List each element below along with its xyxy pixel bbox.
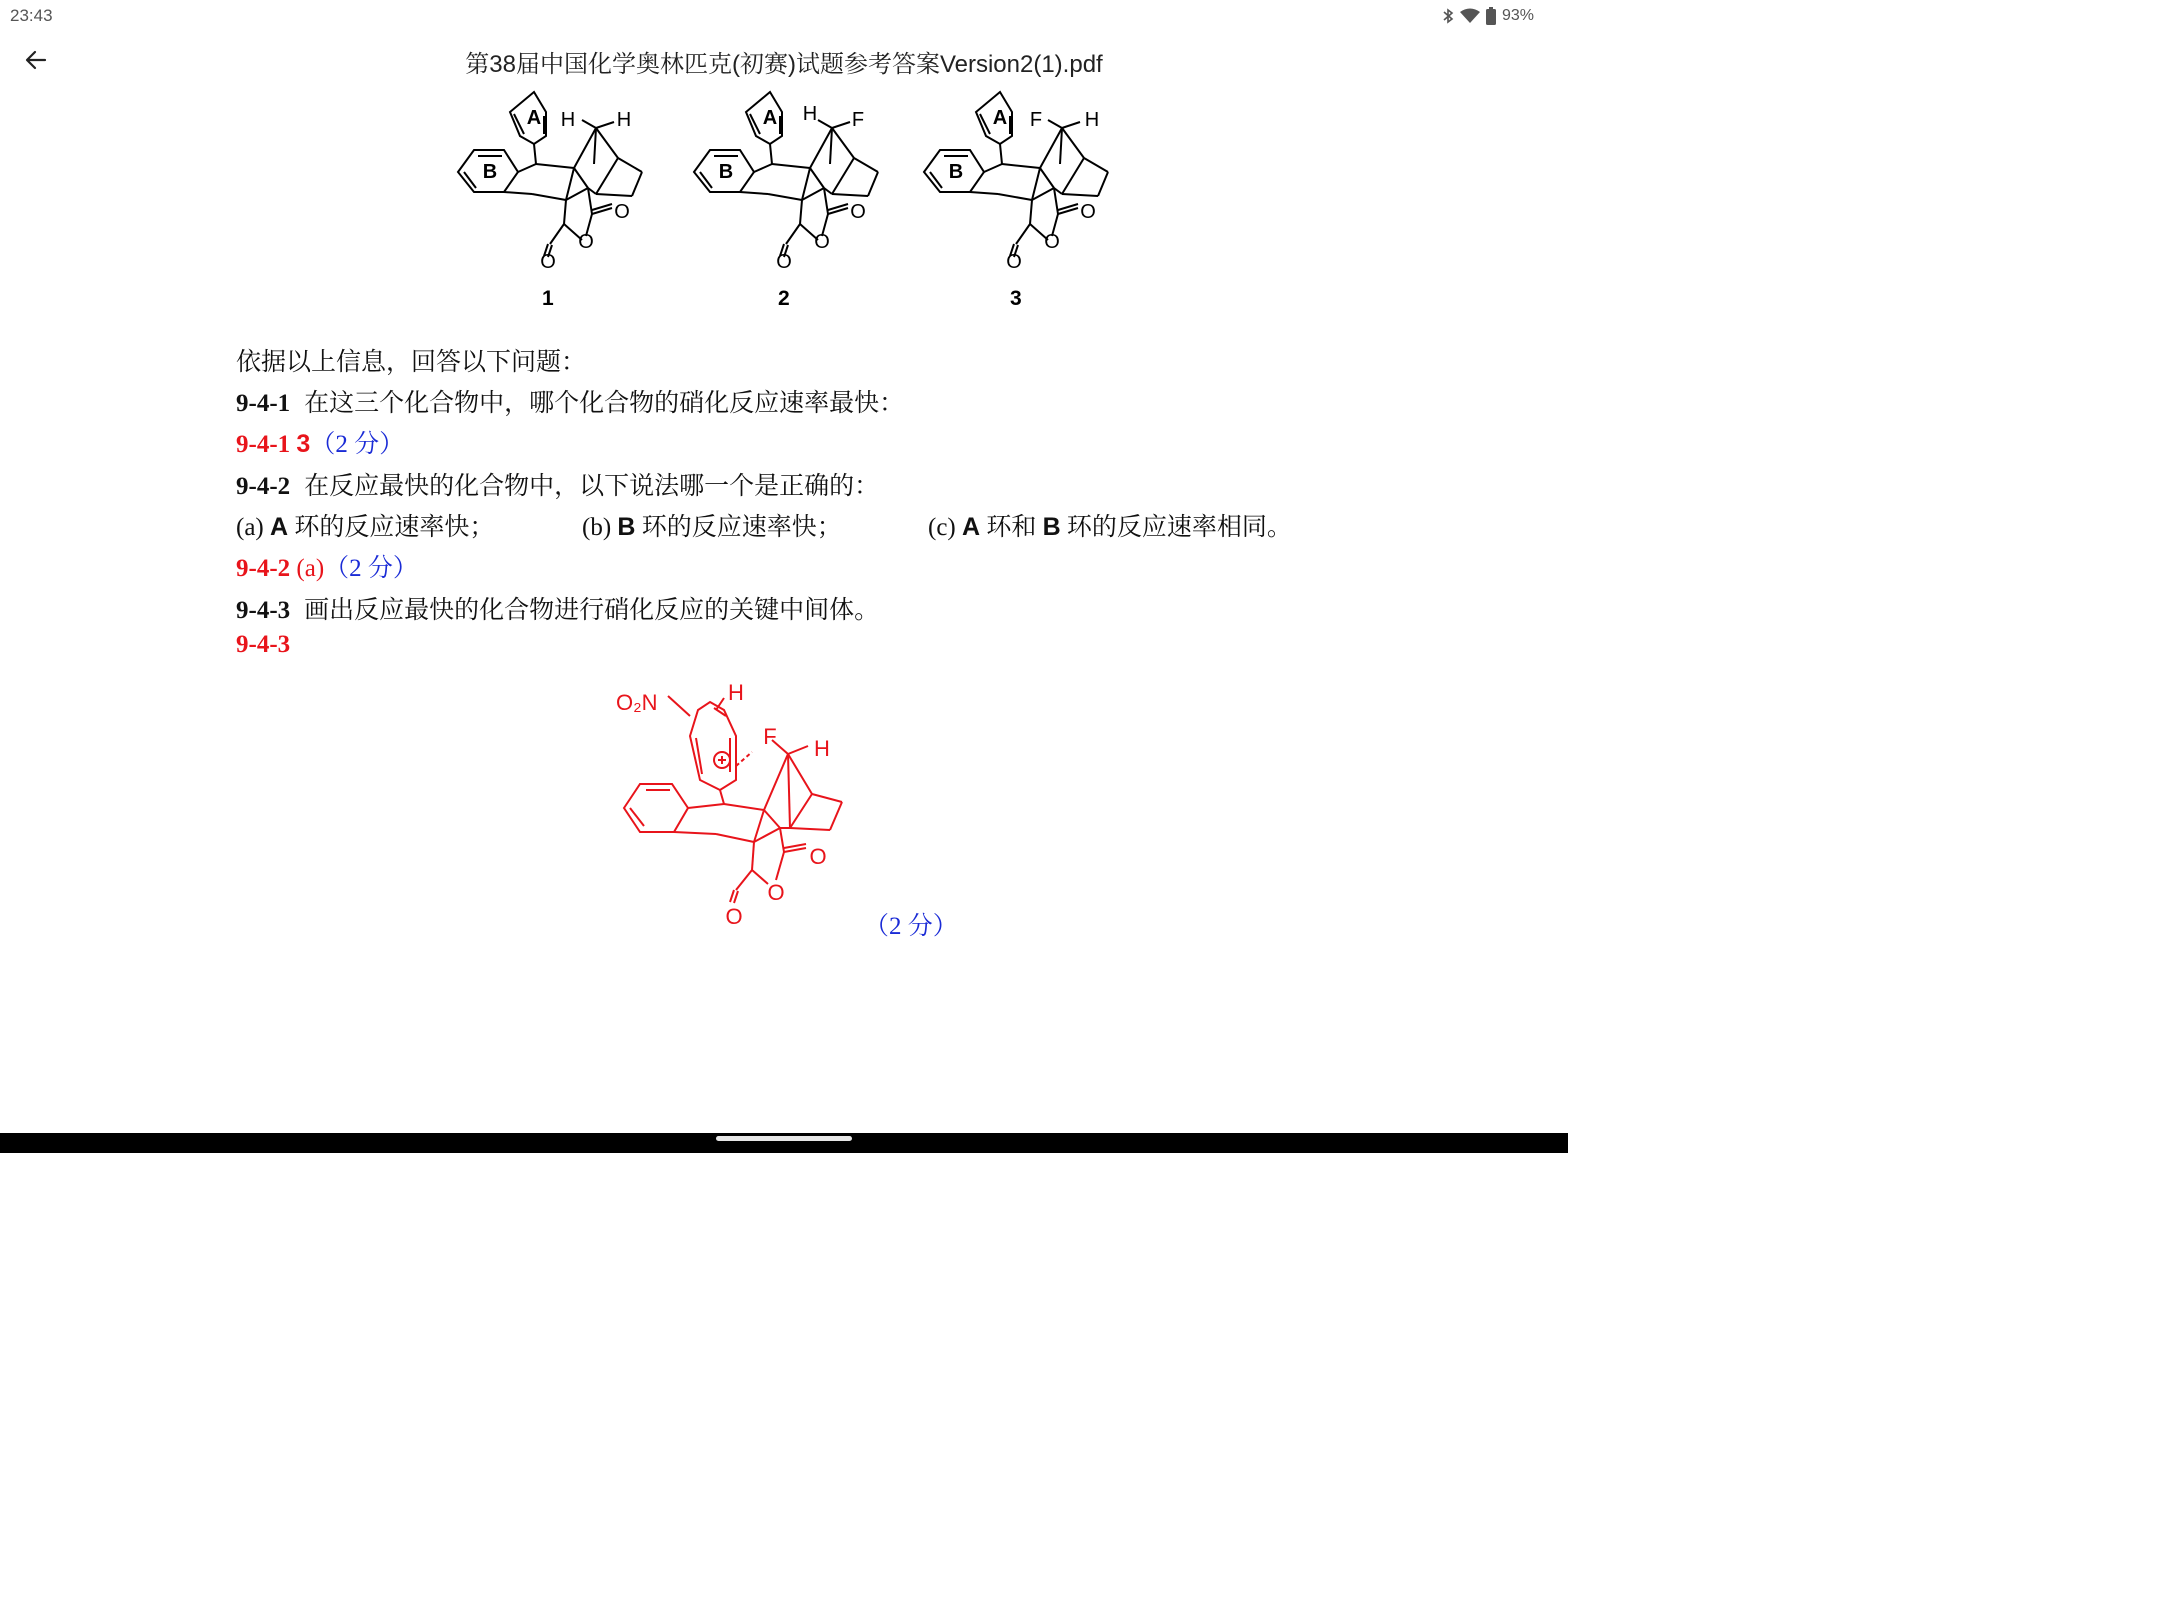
- svg-text:H: H: [802, 103, 818, 125]
- document-title: 第38届中国化学奥林匹克(初赛)试题参考答案Version2(1).pdf: [465, 51, 1103, 78]
- status-time: 23:43: [10, 6, 53, 25]
- compound-number-3: 3: [1010, 287, 1022, 310]
- question-number: 9-4-2: [236, 473, 291, 500]
- bluetooth-icon: [1442, 8, 1454, 24]
- svg-text:H: H: [814, 736, 830, 761]
- status-icons: [1442, 5, 1534, 27]
- svg-text:O: O: [1080, 201, 1096, 223]
- answer-number: 9-4-3: [236, 631, 291, 658]
- svg-text:O: O: [767, 880, 785, 905]
- svg-text:B: B: [482, 161, 498, 183]
- answer-9-4-3: [236, 631, 290, 659]
- gesture-handle[interactable]: [716, 1136, 852, 1141]
- question-9-4-3: [236, 590, 879, 626]
- answer-score: （2 分）: [310, 431, 405, 458]
- option-c: (c) A 环和 B 环的反应速率相同。: [928, 513, 1292, 541]
- question-number: 9-4-1: [236, 390, 291, 417]
- svg-text:B: B: [718, 161, 734, 183]
- answer-value: 3: [296, 430, 311, 458]
- answer-number: 9-4-2: [236, 555, 291, 582]
- svg-text:H: H: [1084, 109, 1100, 131]
- compound-number-1: 1: [542, 287, 554, 310]
- svg-text:H: H: [560, 109, 576, 131]
- question-text: 在反应最快的化合物中，以下说法哪一个是正确的：: [304, 473, 880, 500]
- status-bar: [0, 0, 1568, 32]
- answer-score: （2 分）: [324, 555, 418, 582]
- svg-text:O: O: [578, 231, 594, 253]
- question-text: 在这三个化合物中，哪个化合物的硝化反应速率最快：: [304, 390, 905, 417]
- question-number: 9-4-3: [236, 597, 291, 624]
- answer-value: (a): [296, 555, 325, 582]
- pdf-page: [0, 84, 1568, 1132]
- compound-number-2: 2: [778, 287, 790, 310]
- app-bar: [0, 36, 1568, 84]
- svg-text:O: O: [1006, 251, 1022, 273]
- question-9-4-2: [236, 466, 879, 502]
- option-b: (b) B 环的反应速率快；: [582, 513, 842, 541]
- molecule-1-structure: [446, 84, 666, 280]
- answer-9-4-3-score: （2 分）: [864, 913, 958, 940]
- molecule-2-structure: [682, 84, 902, 280]
- intro-text: 依据以上信息，回答以下问题：: [236, 349, 587, 376]
- svg-text:A: A: [992, 107, 1008, 129]
- svg-text:O: O: [850, 201, 866, 223]
- wifi-icon: [1460, 8, 1480, 24]
- svg-text:O: O: [614, 201, 630, 223]
- svg-text:A: A: [762, 107, 778, 129]
- svg-text:O: O: [540, 251, 556, 273]
- svg-text:O: O: [1044, 231, 1060, 253]
- svg-text:O: O: [776, 251, 792, 273]
- answer-9-4-2: [236, 548, 418, 584]
- svg-text:H: H: [728, 680, 744, 705]
- answer-9-4-1: [236, 424, 404, 460]
- svg-text:F: F: [1029, 109, 1043, 131]
- nitration-intermediate-structure: [612, 680, 852, 936]
- svg-text:H: H: [616, 109, 632, 131]
- svg-text:O₂N: O₂N: [616, 690, 658, 715]
- svg-text:F: F: [763, 724, 777, 749]
- svg-text:O: O: [725, 904, 743, 929]
- question-9-4-1: [236, 383, 904, 419]
- svg-text:O: O: [814, 231, 830, 253]
- svg-text:B: B: [948, 161, 964, 183]
- svg-text:F: F: [851, 109, 865, 131]
- question-text: 画出反应最快的化合物进行硝化反应的关键中间体。: [304, 597, 880, 624]
- battery-icon: [1486, 7, 1496, 25]
- option-a: (a) A 环的反应速率快；: [236, 513, 495, 541]
- molecule-3-structure: [912, 84, 1132, 280]
- battery-level: 93%: [1501, 7, 1534, 24]
- svg-text:O: O: [809, 844, 827, 869]
- svg-text:A: A: [526, 107, 542, 129]
- answer-number: 9-4-1: [236, 431, 291, 458]
